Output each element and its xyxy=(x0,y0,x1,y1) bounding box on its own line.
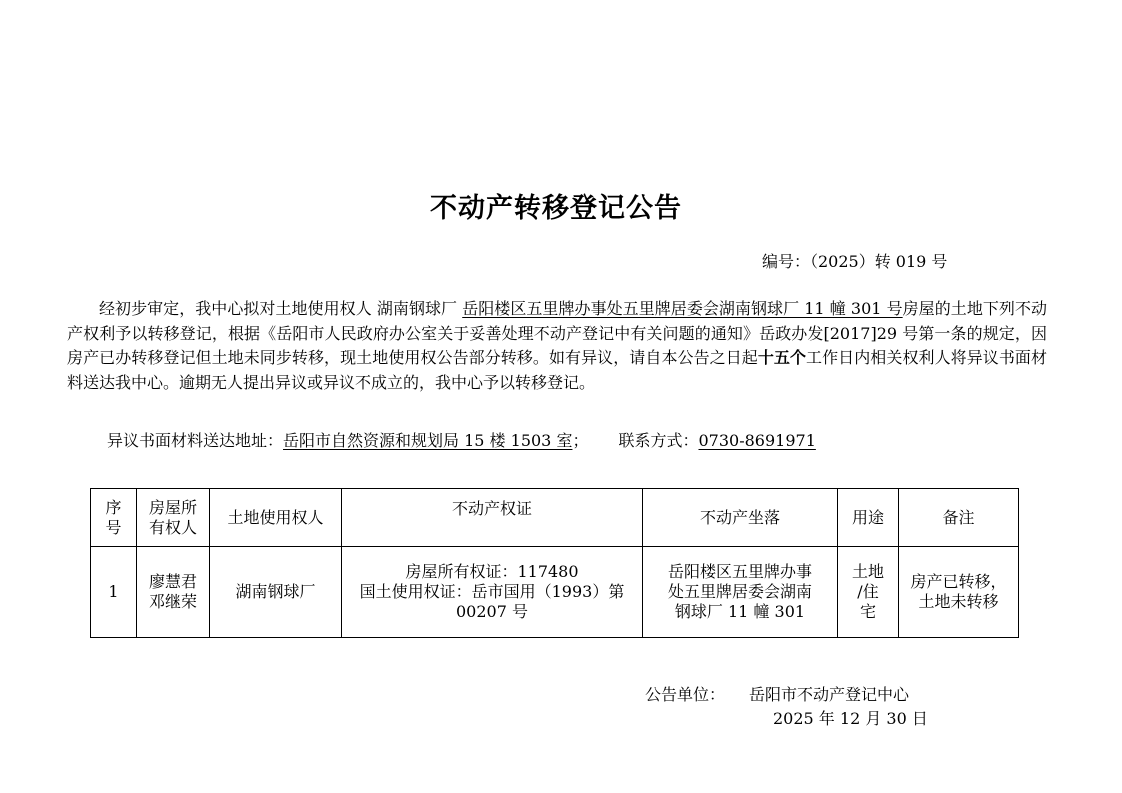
registration-table xyxy=(90,488,1019,638)
header-seq: 序 号 xyxy=(91,489,137,547)
header-location: 不动产坐落 xyxy=(643,489,838,547)
cell-location: 岳阳楼区五里牌办事 处五里牌居委会湖南 钢球厂 11 幢 301 xyxy=(643,547,838,638)
table-header-row xyxy=(91,489,1019,547)
cell-usage: 土地 /住 宅 xyxy=(838,547,899,638)
header-land-user: 土地使用权人 xyxy=(210,489,342,547)
contact-label: 联系方式： xyxy=(618,431,699,450)
cell-certificate: 房屋所有权证：117480 国土使用权证：岳市国用（1993）第 00207 号 xyxy=(342,547,643,638)
issuer-label: 公告单位： xyxy=(645,685,726,704)
header-owner: 房屋所 有权人 xyxy=(137,489,210,547)
notice-paragraph xyxy=(67,297,1047,395)
issuer-org: 岳阳市不动产登记中心 xyxy=(749,685,910,704)
contact-phone: 0730-8691971 xyxy=(698,431,816,450)
cell-remark: 房产已转移， 土地未转移 xyxy=(899,547,1019,638)
table-row xyxy=(91,547,1019,638)
objection-period: 十五个 xyxy=(757,348,807,367)
property-address: 岳阳楼区五里牌办事处五里牌居委会湖南钢球厂 11 幢 301 号 xyxy=(462,299,903,318)
cell-land-user: 湖南钢球厂 xyxy=(210,547,342,638)
objection-label: 异议书面材料送达地址： xyxy=(107,431,284,450)
notice-date: 2025 年 12 月 30 日 xyxy=(773,709,928,728)
header-certificate: 不动产权证 xyxy=(342,489,643,547)
objection-line xyxy=(107,428,816,451)
paragraph-part1: 经初步审定，我中心拟对土地使用权人 湖南钢球厂 xyxy=(99,299,463,318)
header-remark: 备注 xyxy=(899,489,1019,547)
objection-address: 岳阳市自然资源和规划局 15 楼 1503 室 xyxy=(283,431,573,450)
paragraph-part2: 房屋的土地下列不动产权利予以转移登记，根据《岳阳市人民政府办公室关于妥善处理不动产登记中有关问题的通知》岳政办发[2017]29 号第一条的规定，因房产已办转移登记但土地未同步转移，现土地使用权公告部分转移。如有异议，请自本公告之日起 xyxy=(67,299,1047,367)
objection-separator: ； xyxy=(572,431,589,450)
paragraph-part3: 工作日内相关权利人将异议书面材料送达我中心。逾期无人提出异议或异议不成立的，我中心予以转移登记。 xyxy=(67,348,1047,392)
cell-owners: 廖慧君 邓继荣 xyxy=(137,547,210,638)
page-title: 不动产转移登记公告 xyxy=(430,193,682,224)
cell-seq: 1 xyxy=(91,547,137,638)
issuer-line xyxy=(645,682,909,705)
document-number: 编号：（2025）转 019 号 xyxy=(762,252,948,271)
header-usage: 用途 xyxy=(838,489,899,547)
notice-body xyxy=(67,297,1047,395)
